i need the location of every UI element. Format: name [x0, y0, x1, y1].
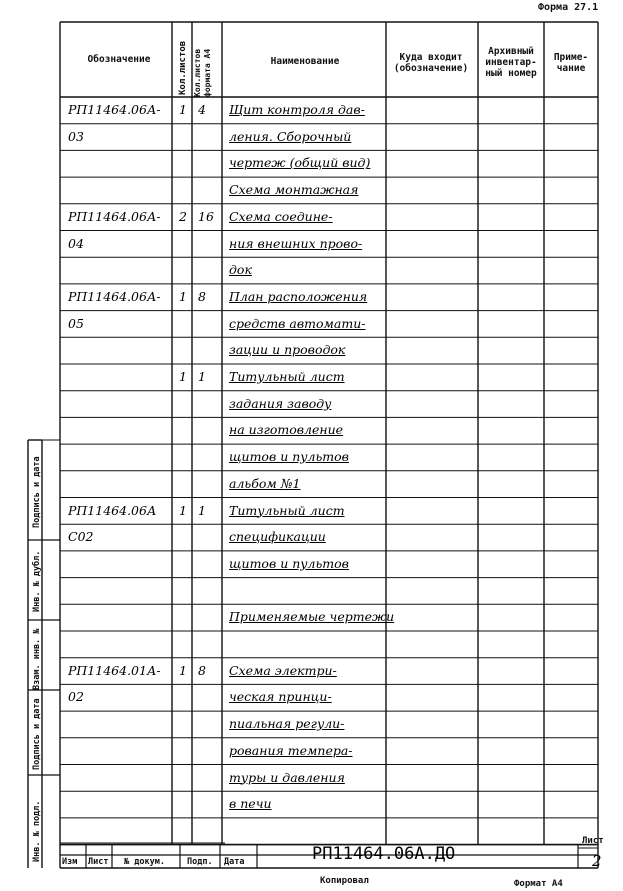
row-sheet-count: 1 [179, 102, 187, 117]
row-name: туры и давления [229, 769, 345, 785]
row-sheets-a4: 16 [198, 208, 214, 224]
form-label: Форма 27.1 [538, 2, 599, 13]
row-sheet-count: 1 [179, 288, 187, 304]
header-designation: Обозначение [87, 54, 151, 65]
row-sheet-count: 1 [179, 502, 187, 518]
stamp-col-list: Лист [88, 857, 109, 867]
header-sheets-a4: Кол.листов формата А4 [193, 48, 212, 97]
header-name: Наименование [270, 56, 340, 67]
format-label: Формат А4 [514, 879, 563, 889]
header-archive-no: Архивный инвентар- ный номер [485, 46, 537, 79]
row-designation: 05 [68, 315, 84, 331]
row-name: пиальная регули- [229, 716, 345, 732]
row-name: чертеж (общий вид) [229, 155, 371, 171]
row-name: спецификации [229, 529, 326, 545]
row-name: на изготовление [229, 422, 344, 438]
row-sheets-a4: 8 [198, 662, 206, 678]
row-designation: 03 [68, 128, 84, 144]
side-label: Инв. № подл. [32, 800, 42, 862]
row-designation: РП11464.06А- [68, 208, 161, 224]
row-name: Схема соедине- [229, 208, 333, 224]
row-name: Схема электри- [229, 662, 337, 678]
row-name: Титульный лист [229, 502, 345, 518]
row-designation: РП11464.06А [68, 502, 157, 518]
stamp-col-date: Дата [224, 857, 245, 867]
side-label: Инв. № дубл. [32, 550, 42, 612]
row-name: средств автомати- [229, 315, 366, 331]
row-designation: РП11464.06А- [68, 102, 161, 117]
row-name: План расположения [229, 288, 368, 304]
side-label: Подпись и дата [32, 456, 42, 528]
row-name: задания заводу [229, 395, 332, 411]
row-sheet-count: 1 [179, 369, 187, 384]
row-name: в печи [229, 796, 272, 812]
stamp-col-doc: № докум. [124, 857, 165, 867]
row-sheet-count: 2 [179, 208, 187, 224]
sheet-label: Лист [582, 836, 604, 846]
row-name: ления. Сборочный [229, 128, 352, 144]
row-sheet-count: 1 [179, 662, 187, 678]
document-code: РП11464.06А.ДО [312, 844, 456, 864]
row-name: щитов и пультов [229, 555, 349, 571]
row-designation: РП11464.01А- [68, 662, 161, 678]
stamp-col-izm: Изм [62, 857, 78, 867]
sheet-number: 2 [592, 852, 602, 870]
row-name: док [229, 262, 252, 278]
row-sheets-a4: 4 [198, 102, 206, 117]
side-label: Подпись и дата [32, 698, 42, 770]
row-designation: РП11464.06А- [68, 288, 161, 304]
row-name: рования темпера- [229, 742, 353, 758]
stamp-col-sign: Подп. [187, 857, 213, 867]
row-name: Схема монтажная [229, 182, 359, 198]
row-sheets-a4: 8 [198, 288, 206, 304]
copied-label: Копировал [320, 876, 369, 886]
row-designation: 02 [68, 689, 84, 705]
row-name: Щит контроля дав- [229, 102, 365, 117]
header-note: Приме- чание [553, 52, 589, 74]
row-name: Применяемые чертежи [229, 609, 395, 625]
row-designation: С02 [68, 529, 94, 545]
row-name: Титульный лист [229, 369, 345, 384]
row-designation: 04 [68, 235, 84, 251]
row-sheets-a4: 1 [198, 502, 206, 518]
row-name: ческая принци- [229, 689, 332, 705]
header-sheets-count: Кол.листов [178, 40, 188, 95]
side-label: Взам. инв. № [32, 628, 42, 690]
row-name: щитов и пультов [229, 449, 349, 465]
row-sheets-a4: 1 [198, 369, 206, 384]
row-name: альбом №1 [229, 475, 301, 491]
row-name: зации и проводок [229, 342, 346, 358]
row-name: ния внешних прово- [229, 235, 363, 251]
header-where-used: Куда входит (обозначение) [393, 52, 469, 74]
